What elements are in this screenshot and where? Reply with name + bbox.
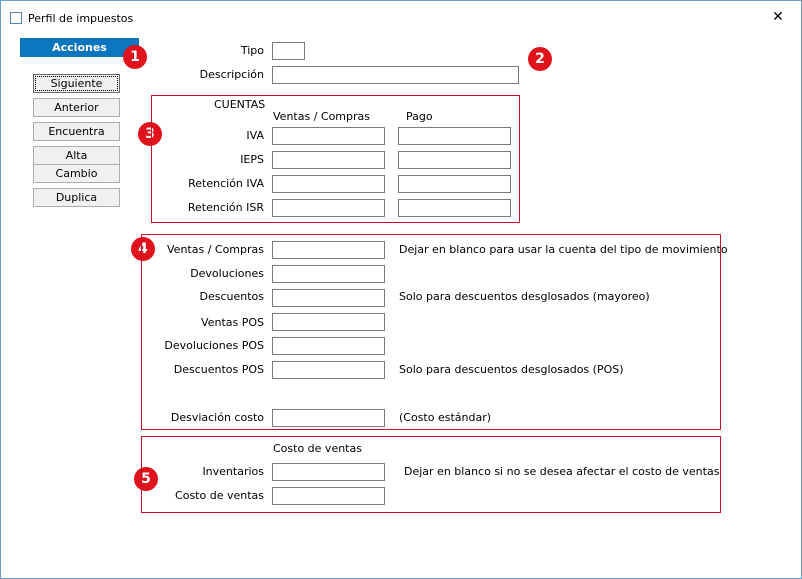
ventas-pos-field[interactable] — [272, 313, 385, 331]
iva-label: IVA — [246, 129, 264, 142]
ventas-compras-field[interactable] — [272, 241, 385, 259]
desviacion-costo-label: Desviación costo — [170, 411, 264, 424]
window-title: Perfil de impuestos — [28, 12, 134, 25]
retencion-iva-label: Retención IVA — [188, 177, 264, 190]
devoluciones-label: Devoluciones — [190, 267, 264, 280]
retencion-iva-pago-field[interactable] — [398, 175, 511, 193]
devoluciones-field[interactable] — [272, 265, 385, 283]
duplicate-button[interactable]: Duplica — [33, 188, 120, 207]
movimientos-section — [141, 234, 721, 430]
iva-ventas-field[interactable] — [272, 127, 385, 145]
badge-2: 2 — [528, 47, 552, 71]
badge-1: 1 — [123, 45, 147, 69]
descuentos-label: Descuentos — [199, 290, 264, 303]
title-bar — [1, 1, 801, 29]
cuentas-title: CUENTAS — [214, 98, 266, 111]
ventas-compras-label: Ventas / Compras — [167, 243, 264, 256]
retencion-iva-ventas-field[interactable] — [272, 175, 385, 193]
devoluciones-pos-field[interactable] — [272, 337, 385, 355]
descuentos-note: Solo para descuentos desglosados (mayoreo) — [399, 290, 650, 303]
costo-de-ventas-label: Costo de ventas — [175, 489, 264, 502]
inventarios-field[interactable] — [272, 463, 385, 481]
retencion-isr-pago-field[interactable] — [398, 199, 511, 217]
ieps-label: IEPS — [240, 153, 264, 166]
descripcion-field[interactable] — [272, 66, 519, 84]
descuentos-pos-field[interactable] — [272, 361, 385, 379]
desviacion-costo-field[interactable] — [272, 409, 385, 427]
ventas-compras-column-header: Ventas / Compras — [273, 110, 370, 123]
retencion-isr-ventas-field[interactable] — [272, 199, 385, 217]
costo-ventas-title: Costo de ventas — [273, 442, 362, 455]
ieps-ventas-field[interactable] — [272, 151, 385, 169]
badge-4: 4 — [131, 237, 155, 261]
add-button[interactable]: Alta — [33, 146, 120, 165]
inventarios-label: Inventarios — [202, 465, 264, 478]
desviacion-costo-note: (Costo estándar) — [399, 411, 492, 424]
costo-de-ventas-field[interactable] — [272, 487, 385, 505]
descuentos-pos-note: Solo para descuentos desglosados (POS) — [399, 363, 624, 376]
pago-column-header: Pago — [406, 110, 433, 123]
tipo-field[interactable] — [272, 42, 305, 60]
inventarios-note: Dejar en blanco si no se desea afectar el costo de ventas — [404, 465, 720, 478]
descuentos-field[interactable] — [272, 289, 385, 307]
tipo-label: Tipo — [240, 44, 264, 57]
previous-button[interactable]: Anterior — [33, 98, 120, 117]
iva-pago-field[interactable] — [398, 127, 511, 145]
ventas-compras-note: Dejar en blanco para usar la cuenta del tipo de movimiento — [399, 243, 728, 256]
window-icon — [10, 12, 22, 24]
devoluciones-pos-label: Devoluciones POS — [164, 339, 264, 352]
find-button[interactable]: Encuentra — [33, 122, 120, 141]
next-button[interactable]: Siguiente — [33, 74, 120, 93]
descripcion-label: Descripción — [199, 68, 264, 81]
change-button[interactable]: Cambio — [33, 164, 120, 183]
badge-3: 3 — [138, 122, 162, 146]
retencion-isr-label: Retención ISR — [187, 201, 264, 214]
ventas-pos-label: Ventas POS — [201, 316, 264, 329]
descuentos-pos-label: Descuentos POS — [173, 363, 264, 376]
ieps-pago-field[interactable] — [398, 151, 511, 169]
badge-5: 5 — [134, 467, 158, 491]
close-button[interactable]: ✕ — [772, 9, 784, 25]
actions-header: Acciones — [20, 38, 139, 57]
